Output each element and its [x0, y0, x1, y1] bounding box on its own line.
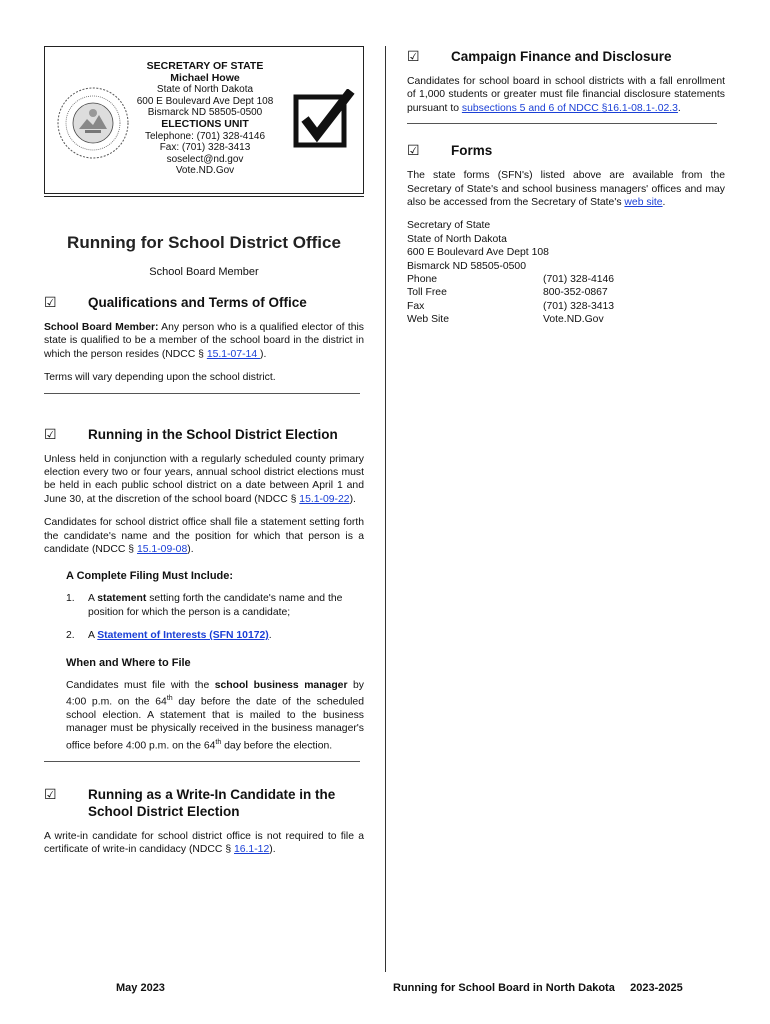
header-line: State of North Dakota — [156, 84, 254, 96]
section-heading-qualifications: ☑ Qualifications and Terms of Office — [44, 294, 307, 310]
header-box — [44, 46, 364, 194]
subheading: When and Where to File — [66, 656, 191, 669]
paragraph: Candidates for school board in school districts with a fall enrollment of 1,000 students or greater must file financial disclosure statements pursuant to subsections 5 and 6 of NDCC §16.1-08.1-.02.3. — [407, 76, 725, 114]
paragraph: School Board Member: Any person who is a qualified elector of this state is qualified to be a member of the school board in the district in which the person resides (NDCC § 15.1-07-14 ). — [44, 322, 365, 360]
checkbox-icon: ☑ — [44, 785, 57, 802]
left-column — [44, 46, 364, 856]
section-heading-forms: ☑ Forms — [407, 142, 493, 159]
section-divider — [44, 393, 360, 394]
checkbox-icon: ☑ — [407, 48, 420, 64]
section-divider — [44, 761, 360, 762]
section-heading-write-in: ☑ Running as a Write-In Candidate in the School District Election — [44, 785, 336, 819]
footer-title: Running for School Board in North Dakota 2023-2025 — [393, 982, 683, 994]
list-item: 1. A statement setting forth the candidate's name and the position for which the person is a candidate; — [66, 593, 343, 618]
contact-row: Phone (701) 328-4146 — [407, 274, 615, 286]
paragraph: Unless held in conjunction with a regularly scheduled county primary election every two or four years, annual school district elections must be held in each public school district on a date between April 1 and June 30, at the discretion of the school board (NDCC § 15.1-09-22). — [44, 453, 364, 505]
paragraph: The state forms (SFN's) listed above are available from the Secretary of State's and school business managers' offices and may also be accessed from the Secretary of State's web site. — [407, 170, 725, 209]
header-line: SECRETARY OF STATE — [146, 60, 264, 72]
ndcc-link[interactable]: 15.1-07-14 — [206, 348, 261, 360]
header-line: Vote.ND.Gov — [175, 165, 235, 177]
ndcc-link[interactable]: subsections 5 and 6 of NDCC §16.1-08.1-.02.3 — [461, 102, 678, 114]
right-column — [407, 46, 725, 327]
page-title: Running for School District Office — [67, 233, 341, 252]
paragraph: Terms will vary depending upon the school district. — [44, 372, 276, 384]
header-line: Telephone: (701) 328-4146 — [144, 130, 266, 142]
web-site-link[interactable]: web site — [624, 197, 663, 209]
section-heading-running: ☑ Running in the School District Election — [44, 425, 338, 442]
address-line: 600 E Boulevard Ave Dept 108 — [407, 247, 549, 259]
ndcc-link[interactable]: 16.1-12 — [233, 844, 270, 856]
checkbox-icon: ☑ — [44, 294, 57, 310]
paragraph: Candidates for school district office shall file a statement setting forth the candidate's name and the position for which that person is a candidate (NDCC § 15.1-09-08). — [44, 517, 364, 556]
address-line: State of North Dakota — [407, 233, 507, 245]
statement-of-interests-link[interactable]: Statement of Interests (SFN 10172) — [97, 630, 269, 642]
header-text — [130, 61, 280, 177]
section-divider — [407, 123, 717, 124]
header-line: Michael Howe — [170, 71, 240, 84]
contact-row: Fax (701) 328-3413 — [407, 300, 615, 312]
section-heading-campaign-finance: ☑ Campaign Finance and Disclosure — [407, 48, 672, 64]
state-seal-icon — [55, 85, 131, 161]
header-line: 600 E Boulevard Ave Dept 108 — [136, 95, 274, 107]
checkbox-icon: ☑ — [44, 425, 57, 442]
address-line: Secretary of State — [407, 220, 491, 232]
header-line: Bismarck ND 58505-0500 — [147, 107, 263, 119]
checkbox-icon: ☑ — [407, 142, 420, 159]
contact-row: Web Site Vote.ND.Gov — [407, 314, 604, 326]
footer-date: May 2023 — [116, 982, 165, 994]
address-line: Bismarck ND 58505-0500 — [407, 260, 526, 272]
header-line: Fax: (701) 328-3413 — [159, 142, 251, 154]
large-checkmark-icon — [293, 89, 355, 149]
header-line: soselect@nd.gov — [166, 153, 244, 165]
contact-block — [407, 219, 725, 326]
page-subtitle: School Board Member — [149, 266, 259, 278]
header-underline — [44, 196, 364, 197]
subheading: A Complete Filing Must Include: — [66, 570, 234, 583]
header-line: ELECTIONS UNIT — [161, 117, 249, 130]
paragraph: A write-in candidate for school district office is not required to file a certificate of write-in candidacy (NDCC § 16.1-12). — [44, 830, 364, 856]
ndcc-link[interactable]: 15.1-09-08 — [136, 544, 188, 556]
list-item: 2. A Statement of Interests (SFN 10172). — [66, 630, 272, 642]
ndcc-link[interactable]: 15.1-09-22 — [299, 493, 350, 505]
contact-row: Toll Free 800-352-0867 — [407, 287, 608, 299]
paragraph: Candidates must file with the school business manager by 4:00 p.m. on the 64th day before the date of the scheduled school election. A statement that is mailed to the business manager must be physically received in the business manager's office before 4:00 p.m. on the 64th day before the election. — [66, 679, 364, 752]
column-divider — [385, 46, 386, 972]
